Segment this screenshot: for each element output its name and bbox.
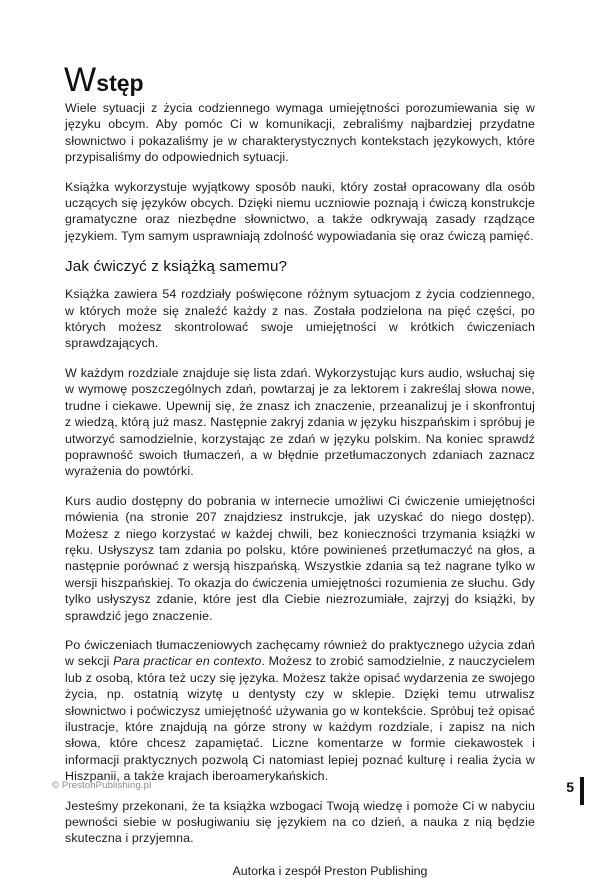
paragraph-intro-1: Wiele sytuacji z życia codziennego wymaga umiejętności porozumiewania się w języku obcym. Aby pomóc Ci w komunikacji, zebraliśmy najbardziej przydatne słownictwo i pokazaliśmy je w charakterystycznych kontekstach językowych, które przypisaliśmy do odpowiednich sytuacji.: [65, 101, 535, 165]
page-title-rest: stęp: [96, 70, 144, 97]
practice-text-before: Po ćwiczeniach tłumaczeniowych zachęcamy również do praktycznego użycia zdań w sekcji: [65, 637, 535, 669]
paragraph-how-1: Książka zawiera 54 rozdziały poświęcone różnym sytuacjom z życia codziennego, w których może się znaleźć każdy z nas. Została podzielona na pięć części, po których możesz skontrolować swoje umiejętności w krótkich ćwiczeniach sprawdzających.: [65, 287, 535, 351]
body-content: [65, 100, 535, 879]
page-edge-marker: [580, 777, 584, 805]
footer-page-number: 5: [566, 779, 574, 795]
page-title-initial: W: [64, 61, 97, 100]
paragraph-practice: [65, 637, 535, 785]
page-footer: [0, 765, 600, 805]
paragraph-how-2: W każdym rozdziale znajduje się lista zdań. Wykorzystując kurs audio, wsłuchaj się w wymowę poszczególnych zdań, powtarzaj je za lektorem i zakreślaj słowa nowe, trudne i ciekawe. Upewnij się, że znasz ich znaczenie, przeanalizuj je i skonfrontuj z wiedzą, którą już masz. Następnie zakryj zdania w języku hiszpańskim i spróbuj je utworzyć samodzielnie, korzystając ze zdań w języku polskim. Na koniec sprawdź poprawność swoich tłumaczeń, a w błędnie przetłumaczonych zdaniach zaznacz wyrażenia do powtórki.: [65, 365, 535, 479]
practice-text-after: . Możesz to zrobić samodzielnie, z nauczycielem lub z osobą, która też uczy się języka. Możesz także opisać wydarzenia ze swojego życia, np. ostatnią wizytę u dentysty czy w sklepie. Dzięki temu utrwalisz słownictwo i poćwiczysz umiejętność używania go w kontekście. Spróbuj też opisać ilustracje, które znajdują na górze strony w każdym rozdziale, i zapisz na nich słowa, które chcesz zapamiętać. Liczne komentarze w formie ciekawostek i informacji praktycznych pozwolą Ci natomiast lepiej poznać kulturę i realia życia w Hiszpanii, a także krajach iberoamerykańskich.: [65, 654, 536, 784]
practice-section-name: Para practicar en contexto: [113, 654, 262, 669]
paragraph-intro-2: Książka wykorzystuje wyjątkowy sposób nauki, który został opracowany dla osób uczących się języków obcych. Dzięki niemu uczniowie poznają i ćwiczą konstrukcje gramatyczne oraz niezbędne słownictwo, a także odkrywają zasady rządzące językiem. Tym samym usprawniają zdolność wypowiadania się oraz ćwiczą pamięć.: [65, 179, 535, 243]
footer-copyright: © PrestonPublishing.pl: [52, 780, 152, 791]
paragraph-closing: Jesteśmy przekonani, że ta książka wzbogaci Twoją wiedzę i pomoże Ci w nabyciu pewności siebie w posługiwaniu się językiem na co dzień, a nauka z nią będzie skuteczna i przyjemna.: [65, 798, 535, 846]
page-title: [64, 62, 144, 99]
section-subheading: Jak ćwiczyć z książką samemu?: [65, 258, 288, 276]
paragraph-how-3: Kurs audio dostępny do pobrania w internecie umożliwi Ci ćwiczenie umiejętności mówienia (na stronie 207 znajdziesz instrukcje, jak uzyskać do niego dostęp). Możesz z niego korzystać w każdej chwili, bez konieczności trzymania książki w ręku. Usłyszysz tam zdania po polsku, które powinieneś przetłumaczyć na głos, a następnie porównać z wersją hiszpańską. Wszystkie zdania są też nagrane tylko w wersji hiszpańskiej. To okazja do ćwiczenia umiejętności rozumienia ze słuchu. Gdy tylko usłyszysz zdanie, które jest dla Ciebie niezrozumiałe, zajrzyj do książki, by sprawdzić jego znaczenie.: [65, 493, 535, 623]
signature-line: Autorka i zespół Preston Publishing: [232, 863, 428, 878]
